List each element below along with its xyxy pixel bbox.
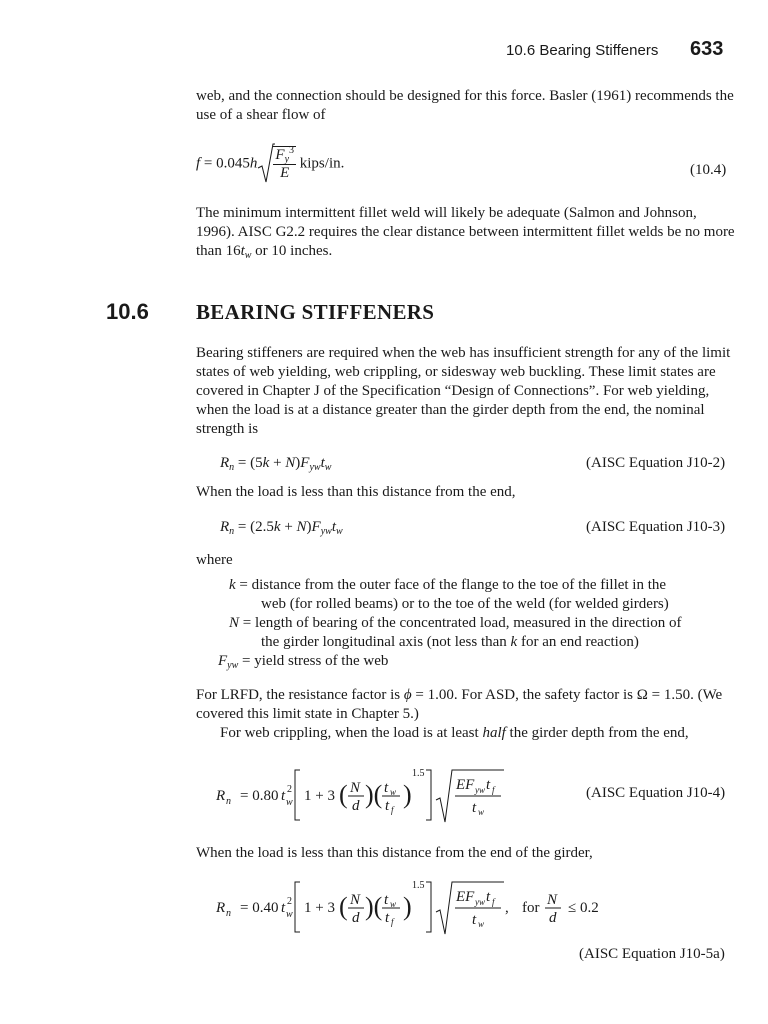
equation-j10-5a-tag: (AISC Equation J10-5a) [579, 946, 725, 962]
eq-10-4-fraction [273, 146, 296, 182]
svg-text:= 0.40: = 0.40 [240, 900, 279, 916]
definition-n: N = length of bearing of the concentrated load, measured in the direction of the girder longitudinal axis (not less than k for an end reaction) [229, 614, 749, 652]
svg-text:w: w [478, 807, 485, 817]
eq-10-4-lhs: f = 0.045h [196, 155, 258, 172]
svg-text:)(: )( [365, 892, 383, 921]
svg-text:R: R [216, 788, 226, 804]
svg-text:2: 2 [287, 784, 292, 795]
eq-10-4-numerator: $F_y^3$ [275, 145, 295, 165]
svg-text:t: t [385, 798, 390, 814]
svg-text:t: t [384, 780, 389, 796]
svg-text:w: w [390, 899, 397, 909]
definition-k-line1: = distance from the outer face of the flange to the toe of the fillet in the [239, 577, 667, 593]
section-title: BEARING STIFFENERS [196, 300, 435, 324]
svg-text:N: N [350, 780, 361, 796]
svg-text:n: n [226, 908, 231, 919]
equation-j10-2: $R_n = (5k + N)F_{yw}t_w$ [220, 455, 332, 473]
where-label: where [196, 552, 233, 568]
paragraph-intermittent-weld: The minimum intermittent fillet weld will likely be adequate (Salmon and Johnson, 1996). AISC G2.2 requires the clear distance between intermittent fillet welds be no more than $16t_w$ or 10 inches. [196, 205, 735, 261]
definition-n-line1: = length of bearing of the concentrated load, measured in the direction of [242, 615, 682, 631]
svg-text:EF: EF [456, 889, 475, 905]
definition-n-line2: the girder longitudinal axis (not less than k for an end reaction) [261, 634, 639, 650]
paragraph-resistance-factor: For LRFD, the resistance factor is ϕ = 1.00. For ASD, the safety factor is Ω = 1.50. (We covered this limit state in Chapter 5.) [196, 687, 723, 722]
svg-text:yw: yw [475, 785, 485, 795]
svg-text:f: f [391, 805, 394, 815]
svg-text:t: t [472, 800, 477, 816]
svg-text:f: f [492, 785, 495, 795]
equation-10-4-tag: (10.4) [690, 162, 727, 178]
svg-text:,: , [505, 900, 509, 916]
svg-text:w: w [478, 919, 485, 929]
paragraph-bearing-stiffeners-intro: Bearing stiffeners are required when the web has insufficient strength for any of the limit states of web yielding, web crippling, or sidesway web buckling. These limit states are covered in Chapter J of the Specification “Design of Connections”. For web yielding, when the load is at a distance greater than the girder depth from the end, the nominal strength is [196, 345, 731, 437]
svg-text:t: t [486, 777, 491, 793]
svg-text:= 0.80: = 0.80 [240, 788, 279, 804]
svg-text:): ) [403, 780, 412, 809]
equation-j10-3: $R_n = (2.5k + N)F_{yw}t_w$ [220, 519, 343, 537]
svg-text:(: ( [339, 780, 348, 809]
section-number: 10.6 [106, 299, 149, 324]
paragraph-shear-flow-intro: web, and the connection should be designed for this force. Basler (1961) recommends the use of a shear flow of [196, 88, 734, 123]
svg-text:2: 2 [287, 896, 292, 907]
svg-text:f: f [492, 897, 495, 907]
paragraph-load-near-end: When the load is less than this distance from the end of the girder, [196, 845, 593, 861]
svg-text:1 + 3: 1 + 3 [304, 900, 335, 916]
svg-text:(: ( [339, 892, 348, 921]
definition-fyw-line1: = yield stress of the web [242, 653, 389, 669]
paragraph-load-less-than-distance: When the load is less than this distance from the end, [196, 484, 516, 500]
eq-10-4-units: kips/in. [299, 155, 345, 172]
svg-text:d: d [549, 910, 557, 926]
svg-text:yw: yw [475, 897, 485, 907]
equation-j10-5a [214, 874, 624, 942]
svg-text:d: d [352, 910, 360, 926]
svg-text:R: R [216, 900, 226, 916]
definition-k: k = distance from the outer face of the flange to the toe of the fillet in the web (for rolled beams) or to the toe of the weld (for welded girders) [229, 576, 749, 614]
svg-text:t: t [472, 912, 477, 928]
equation-j10-3-tag: (AISC Equation J10-3) [586, 519, 726, 535]
eq-10-4-denominator: E [280, 165, 290, 181]
svg-text:)(: )( [365, 780, 383, 809]
definition-fyw: $F_{yw}$ = yield stress of the web [218, 653, 389, 671]
equation-10-4 [196, 142, 344, 186]
definition-k-line2: web (for rolled beams) or to the toe of the weld (for welded girders) [261, 596, 669, 612]
running-head: 10.6 Bearing Stiffeners [506, 42, 659, 59]
svg-text:for: for [522, 900, 540, 916]
svg-text:N: N [350, 892, 361, 908]
svg-text:w: w [390, 787, 397, 797]
equation-j10-4-tag: (AISC Equation J10-4) [586, 785, 726, 801]
svg-text:f: f [391, 917, 394, 927]
svg-text:EF: EF [456, 777, 475, 793]
svg-text:): ) [403, 892, 412, 921]
svg-text:t: t [281, 900, 286, 916]
svg-text:1.5: 1.5 [412, 768, 425, 779]
svg-text:n: n [226, 796, 231, 807]
svg-text:w: w [286, 797, 293, 808]
svg-text:N: N [547, 892, 558, 908]
svg-text:1.5: 1.5 [412, 880, 425, 891]
svg-text:1 + 3: 1 + 3 [304, 788, 335, 804]
svg-text:w: w [286, 909, 293, 920]
svg-text:t: t [384, 892, 389, 908]
svg-text:≤ 0.2: ≤ 0.2 [568, 900, 599, 916]
page-number: 633 [690, 38, 724, 60]
equation-j10-4 [214, 762, 574, 830]
equation-j10-2-tag: (AISC Equation J10-2) [586, 455, 726, 471]
svg-text:t: t [385, 910, 390, 926]
svg-text:t: t [281, 788, 286, 804]
svg-text:t: t [486, 889, 491, 905]
svg-text:d: d [352, 798, 360, 814]
paragraph-web-crippling: For web crippling, when the load is at least half the girder depth from the end, [220, 725, 689, 741]
